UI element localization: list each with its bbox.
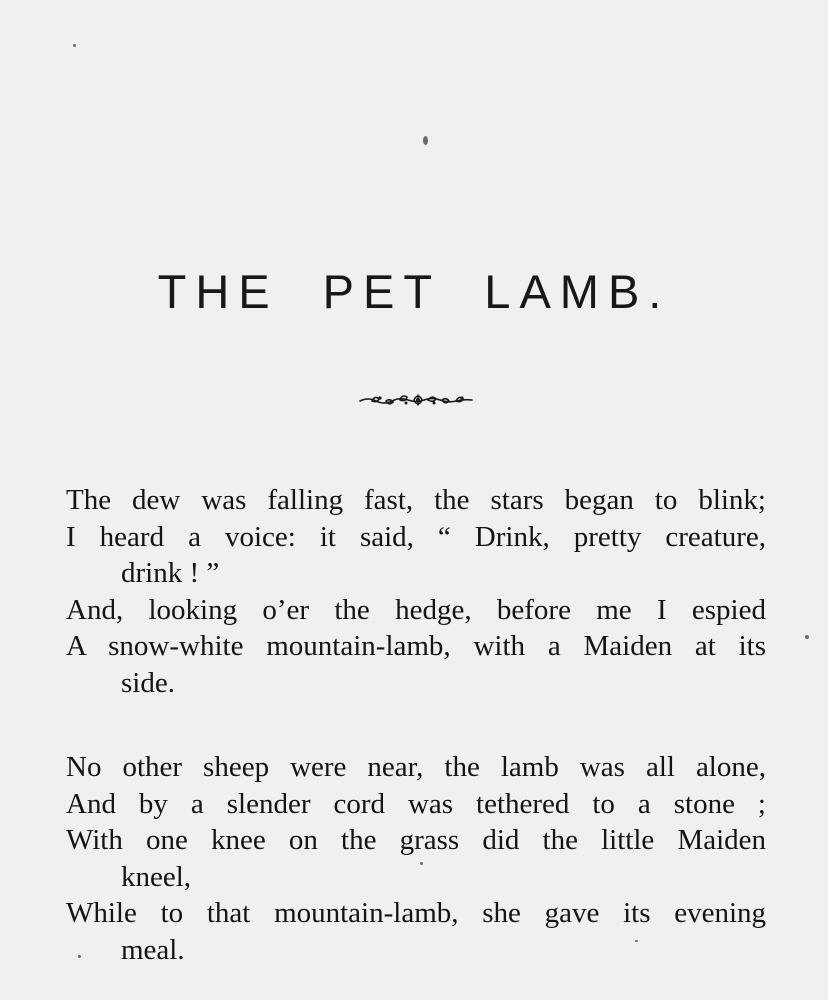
poem-line-continuation: drink ! ” — [121, 557, 220, 589]
poem-line: No other sheep were near, the lamb was all alone, — [66, 751, 766, 783]
poem-line: And, looking o’er the hedge, before me I espied — [66, 593, 766, 626]
paper-speck — [423, 136, 428, 145]
poem-title: THE PET LAMB. — [157, 265, 671, 318]
vine-flourish-ornament-icon — [358, 391, 474, 409]
poem-line-continuation: kneel, — [121, 860, 192, 893]
poem-line-continuation: side. — [121, 666, 175, 699]
paper-speck — [73, 44, 76, 47]
paper-speck — [805, 635, 809, 639]
poem-line-continuation: meal. — [121, 933, 185, 966]
poem-line: And by a slender cord was tethered to a stone ; — [66, 787, 766, 820]
poem-line: With one knee on the grass did the little Maiden — [66, 824, 766, 856]
poem-line: I heard a voice: it said, “ Drink, pretty creature, — [66, 520, 766, 553]
poem-line: The dew was falling fast, the stars began to blink; — [66, 484, 766, 516]
stanza-2 — [66, 749, 766, 968]
poem-line: A snow-white mountain-lamb, with a Maiden at its — [66, 630, 766, 662]
stanza-1 — [66, 482, 766, 701]
poem-line: While to that mountain-lamb, she gave its evening — [66, 897, 766, 929]
